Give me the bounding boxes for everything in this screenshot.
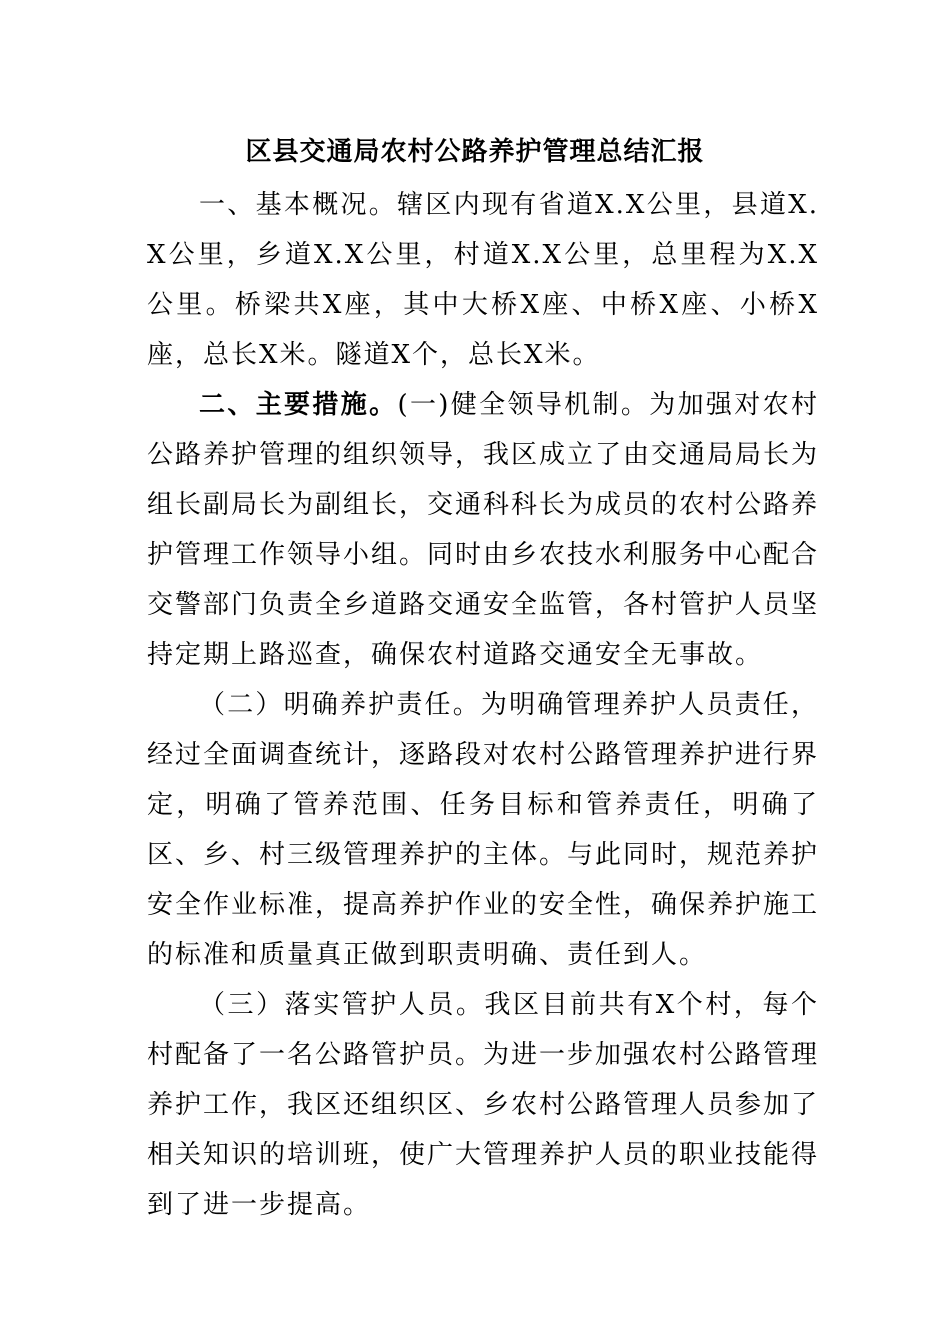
paragraph-responsibility [147, 680, 819, 980]
paragraph-measures-leadership [147, 380, 819, 680]
document-title: 区县交通局农村公路养护管理总结汇报 [245, 137, 705, 167]
section-heading: 二、主要措施。 [199, 390, 398, 420]
paragraph-personnel [147, 980, 819, 1230]
paragraph-overview [147, 180, 819, 380]
paragraph-text: 一、基本概况。辖区内现有省道X.X公里，县道X.X公里，乡道X.X公里，村道X.X公里，总里程为X.X公里。桥梁共X座，其中大桥X座、中桥X座、小桥X座，总长X米。隧道X个，总长X米。 [147, 190, 819, 370]
paragraph-text: （三）落实管护人员。我区目前共有X个村，每个村配备了一名公路管护员。为进一步加强农村公路管理养护工作，我区还组织区、乡农村公路管理人员参加了相关知识的培训班，使广大管理养护人员的职业技能得到了进一步提高。 [147, 990, 820, 1220]
paragraph-text: (一)健全领导机制。为加强对农村公路养护管理的组织领导，我区成立了由交通局局长为组长副局长为副组长，交通科科长为成员的农村公路养护管理工作领导小组。同时由乡农技水利服务中心配合交警部门负责全乡道路交通安全监管，各村管护人员坚持定期上路巡查，确保农村道路交通安全无事故。 [147, 390, 820, 670]
document-body [147, 180, 819, 1230]
paragraph-text: （二）明确养护责任。为明确管理养护人员责任，经过全面调查统计，逐路段对农村公路管理养护进行界定，明确了管养范围、任务目标和管养责任，明确了区、乡、村三级管理养护的主体。与此同时，规范养护安全作业标准，提高养护作业的安全性，确保养护施工的标准和质量真正做到职责明确、责任到人。 [147, 690, 820, 970]
